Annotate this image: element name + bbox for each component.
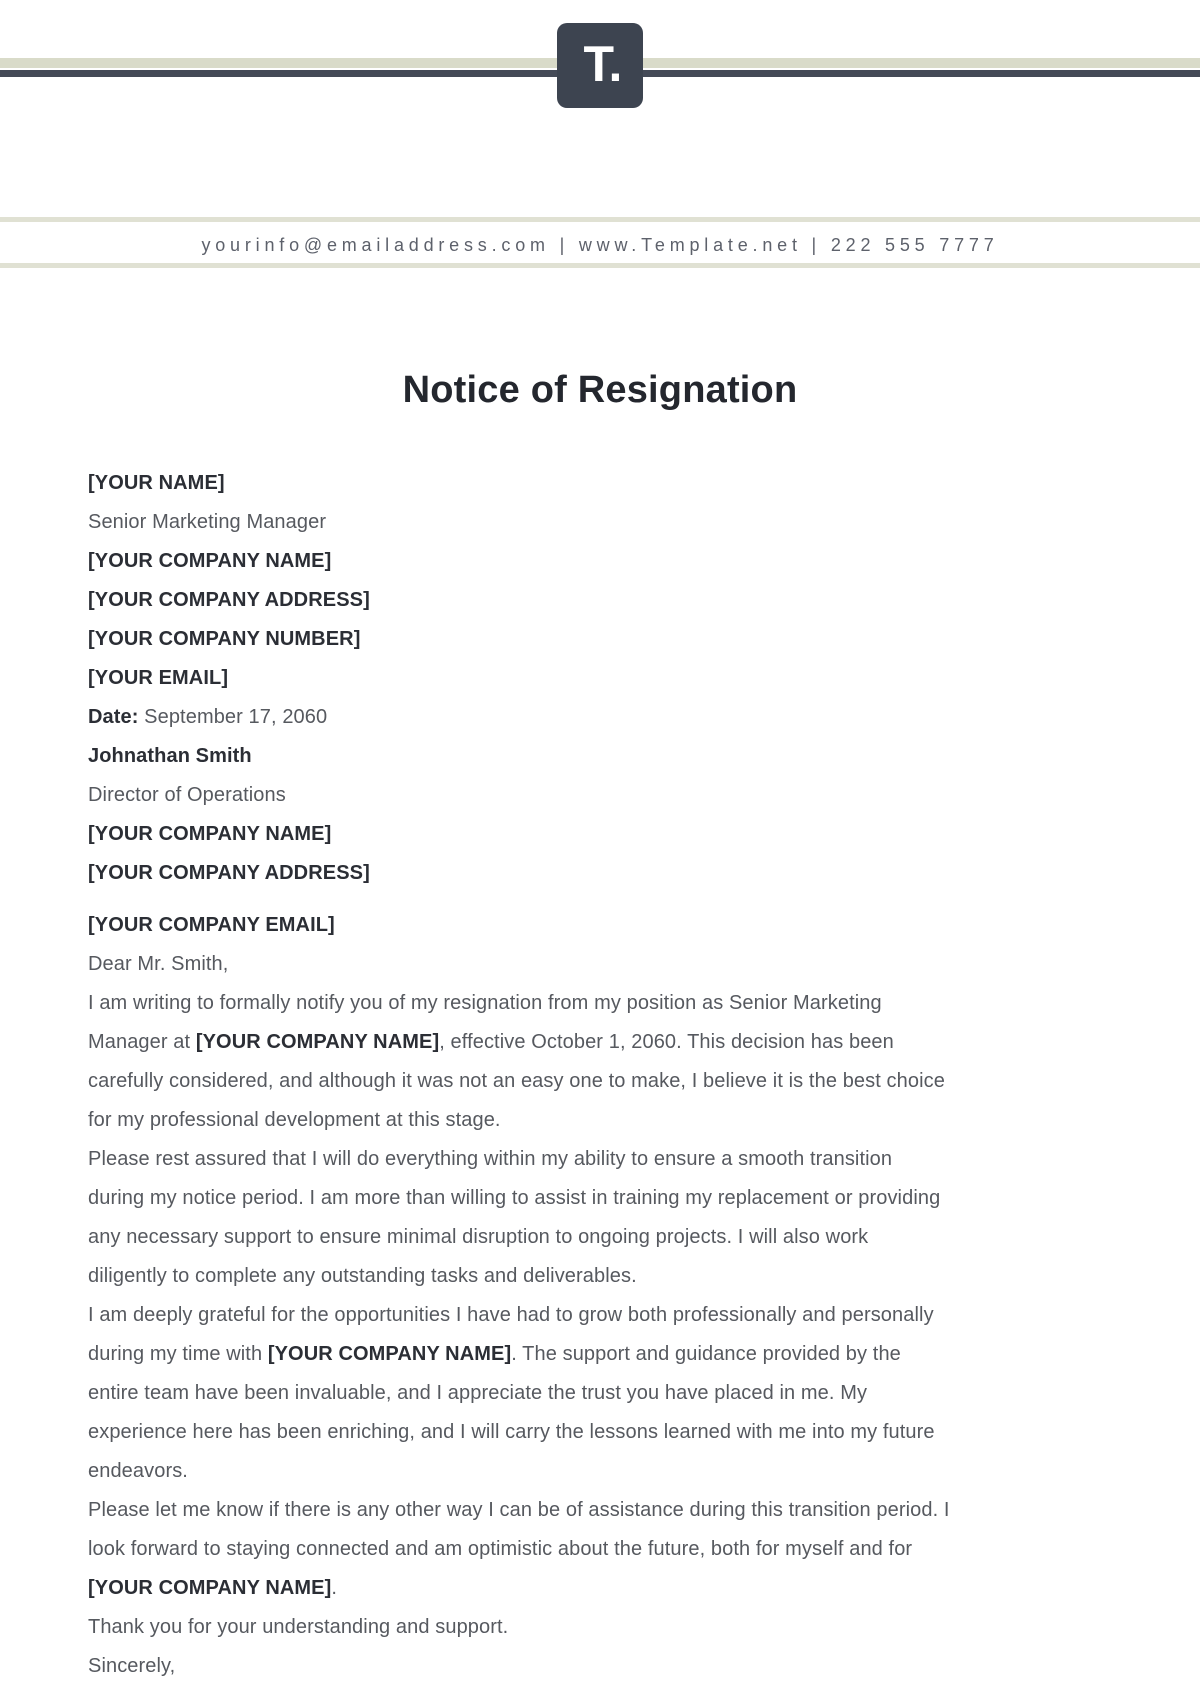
placeholder-segment: [YOUR NAME]	[88, 472, 225, 494]
text-segment: Manager at	[88, 1031, 196, 1053]
letter-line	[88, 542, 1128, 581]
letter-line	[88, 581, 1128, 620]
placeholder-segment: [YOUR EMAIL]	[88, 667, 229, 689]
text-segment: diligently to complete any outstanding tasks and deliverables.	[88, 1265, 637, 1287]
text-segment: Sincerely,	[88, 1655, 176, 1677]
text-segment: Date:	[88, 706, 139, 728]
text-segment: look forward to staying connected and am optimistic about the future, both for myself and for	[88, 1538, 913, 1560]
letter-line	[88, 854, 1128, 893]
letter-line	[88, 503, 1128, 542]
letter-body	[88, 464, 1128, 1686]
text-segment: September 17, 2060	[138, 706, 328, 728]
letter-line	[88, 1374, 1128, 1413]
letter-line	[88, 1530, 1128, 1569]
letter-line	[88, 984, 1128, 1023]
placeholder-segment: [YOUR COMPANY NAME]	[267, 1343, 512, 1365]
letter-line	[88, 1608, 1128, 1647]
text-segment: during my notice period. I am more than willing to assist in training my replacement or providing	[88, 1187, 941, 1209]
text-segment: endeavors.	[88, 1460, 188, 1482]
text-segment: experience here has been enriching, and I will carry the lessons learned with me into my future	[88, 1421, 935, 1443]
text-segment: Dear Mr. Smith,	[88, 953, 229, 975]
document-title: Notice of Resignation	[402, 369, 798, 411]
text-segment: , effective October 1, 2060. This decision has been	[439, 1031, 894, 1053]
letter-line	[88, 1023, 1128, 1062]
letter-line	[88, 945, 1128, 984]
text-segment: Please let me know if there is any other way I can be of assistance during this transition period. I	[88, 1499, 950, 1521]
placeholder-segment: [YOUR COMPANY ADDRESS]	[88, 862, 370, 884]
placeholder-segment: [YOUR COMPANY NAME]	[88, 1577, 332, 1599]
letter-line	[88, 464, 1128, 503]
contact-bar-bottom-rule	[0, 263, 1200, 268]
placeholder-segment: [YOUR COMPANY NUMBER]	[88, 628, 361, 650]
template-net-logo	[557, 23, 643, 108]
text-segment: I am writing to formally notify you of my resignation from my position as Senior Marketing	[88, 992, 882, 1014]
letter-line	[88, 737, 1128, 776]
letter-line	[88, 776, 1128, 815]
letter-line	[88, 1569, 1128, 1608]
letter-line	[88, 1062, 1128, 1101]
text-segment: Please rest assured that I will do everything within my ability to ensure a smooth transition	[88, 1148, 893, 1170]
placeholder-segment: [YOUR COMPANY NAME]	[88, 550, 332, 572]
letter-line	[88, 1335, 1128, 1374]
text-segment: Johnathan Smith	[88, 745, 252, 767]
text-segment: carefully considered, and although it was not an easy one to make, I believe it is the best choice	[88, 1070, 945, 1092]
letter-line	[88, 1140, 1128, 1179]
text-segment: . The support and guidance provided by the	[511, 1343, 901, 1365]
letter-line	[88, 815, 1128, 854]
text-segment: Senior Marketing Manager	[88, 511, 327, 533]
text-segment: .	[331, 1577, 338, 1599]
text-segment: Director of Operations	[88, 784, 286, 806]
letter-line	[88, 1491, 1128, 1530]
letter-line	[88, 659, 1128, 698]
contact-info-line: yourinfo@emailaddress.com | www.Template.net | 222 555 7777	[201, 235, 999, 255]
text-segment: during my time with	[88, 1343, 268, 1365]
text-segment: I am deeply grateful for the opportunities I have had to grow both professionally and personally	[88, 1304, 934, 1326]
letter-line	[88, 620, 1128, 659]
text-segment: for my professional development at this stage.	[88, 1109, 501, 1131]
text-segment: Thank you for your understanding and support.	[88, 1616, 509, 1638]
placeholder-segment: [YOUR COMPANY ADDRESS]	[88, 589, 370, 611]
text-segment: any necessary support to ensure minimal disruption to ongoing projects. I will also work	[88, 1226, 869, 1248]
letter-line	[88, 1218, 1128, 1257]
contact-bar-top-rule	[0, 217, 1200, 222]
letter-line	[88, 1101, 1128, 1140]
letter-line	[88, 1179, 1128, 1218]
letter-line	[88, 1257, 1128, 1296]
placeholder-segment: [YOUR COMPANY NAME]	[195, 1031, 440, 1053]
letter-line	[88, 1413, 1128, 1452]
letter-line	[88, 1296, 1128, 1335]
logo-letter-mark: T.	[583, 35, 623, 92]
letter-line	[88, 698, 1128, 737]
placeholder-segment: [YOUR COMPANY EMAIL]	[88, 914, 335, 936]
text-segment: entire team have been invaluable, and I appreciate the trust you have placed in me. My	[88, 1382, 868, 1404]
placeholder-segment: [YOUR COMPANY NAME]	[88, 823, 332, 845]
letter-line	[88, 1452, 1128, 1491]
letter-line	[88, 906, 1128, 945]
letter-line	[88, 1647, 1128, 1686]
